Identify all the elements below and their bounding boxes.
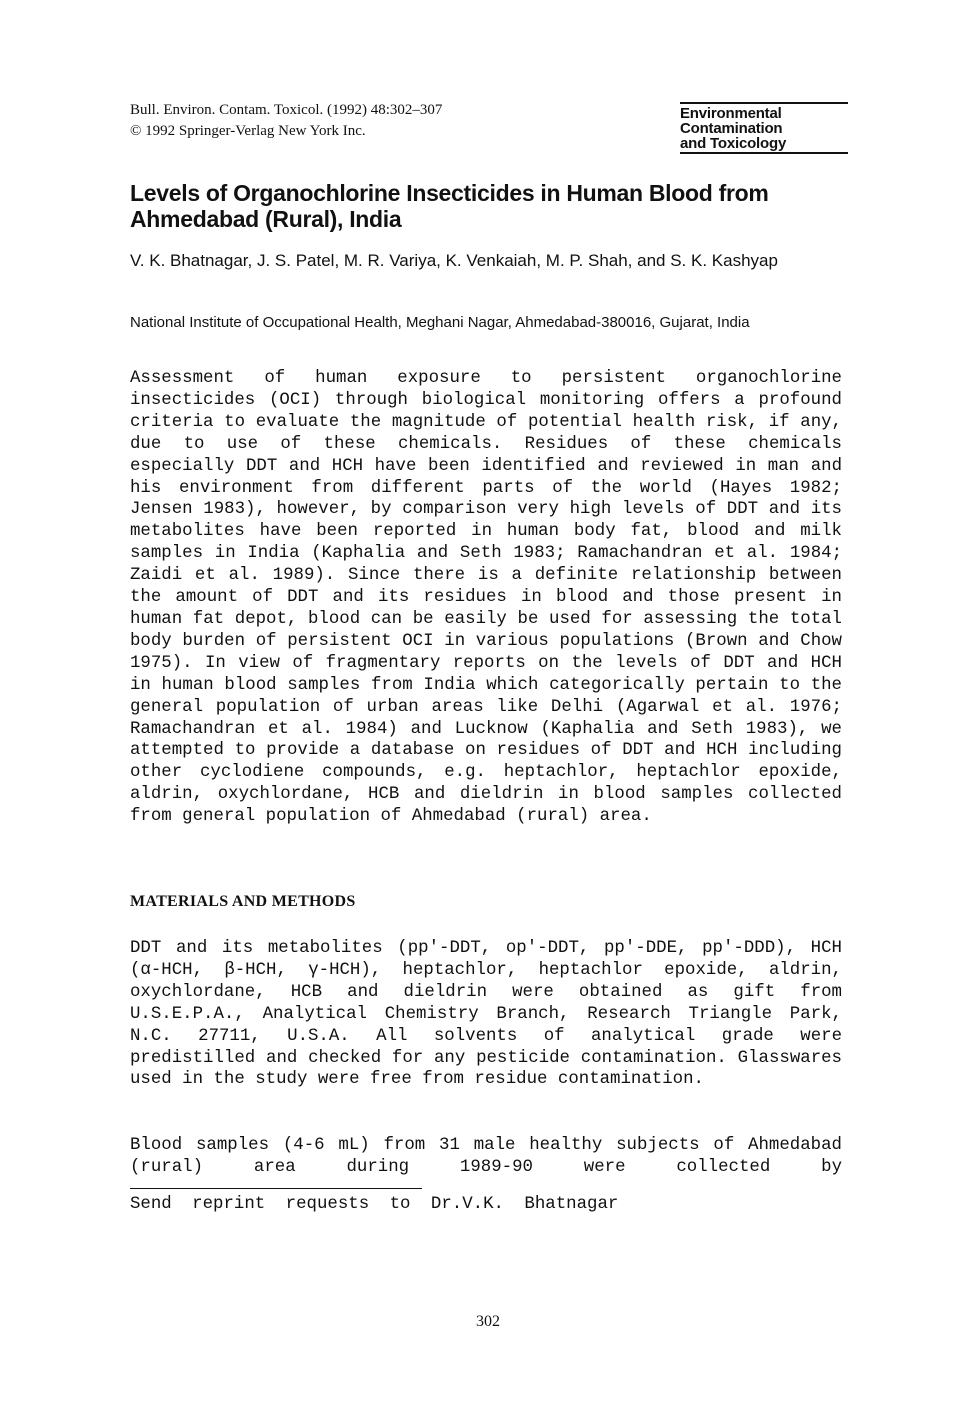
footnote-divider	[130, 1188, 422, 1189]
methods-paragraph-2: Blood samples (4-6 mL) from 31 male healthy subjects of Ahmedabad (rural) area during 1989-90 were collected by	[130, 1136, 842, 1177]
methods-paragraph-1: DDT and its metabolites (pp'-DDT, op'-DDT, pp'-DDE, pp'-DDD), HCH (α-HCH, β-HCH, γ-HCH), heptachlor, heptachlor epoxide, aldrin, oxychlordane, HCB and dieldrin were obtained as gift from U.S.E.P.A., Analytical Chemistry Branch, Research Triangle Park, N.C. 27711, U.S.A. All solvents of analytical grade were predistilled and checked for any pesticide contamination. Glasswares used in the study were free from residue contamination.	[130, 939, 842, 1090]
section-heading-materials-methods: MATERIALS AND METHODS	[130, 893, 356, 910]
author-list: V. K. Bhatnagar, J. S. Patel, M. R. Variya, K. Venkaiah, M. P. Shah, and S. K. Kashyap	[130, 251, 778, 270]
introduction-paragraph: Assessment of human exposure to persistent organochlorine insecticides (OCI) through biological monitoring offers a profound criteria to evaluate the magnitude of potential health risk, if any, due to use of these chemicals. Residues of these chemicals especially DDT and HCH have been identified and reviewed in man and his environment from different parts of the world (Hayes 1982; Jensen 1983), however, by comparison very high levels of DDT and its metabolites have been reported in human body fat, blood and milk samples in India (Kaphalia and Seth 1983; Ramachandran et al. 1984; Zaidi et al. 1989). Since there is a definite relationship between the amount of DDT and its residues in blood and those present in human fat depot, blood can be easily be used for assessing the total body burden of persistent OCI in various populations (Brown and Chow 1975). In view of fragmentary reports on the levels of DDT and HCH in human blood samples from India which categorically pertain to the general population of urban areas like Delhi (Agarwal et al. 1976; Ramachandran et al. 1984) and Lucknow (Kaphalia and Seth 1983), we attempted to provide a database on residues of DDT and HCH including other cyclodiene compounds, e.g. heptachlor, heptachlor epoxide, aldrin, oxychlordane, HCB and dieldrin in blood samples collected from general population of Ahmedabad (rural) area.	[130, 369, 842, 827]
journal-logo-line-1: Environmental	[680, 105, 782, 122]
journal-logo-line-2: Contamination	[680, 120, 783, 137]
reprint-footnote: Send reprint requests to Dr.V.K. Bhatnagar	[130, 1195, 619, 1214]
journal-citation: Bull. Environ. Contam. Toxicol. (1992) 48:302–307	[130, 102, 443, 118]
page-number: 302	[476, 1313, 500, 1330]
article-title: Levels of Organochlorine Insecticides in Human Blood from Ahmedabad (Rural), India	[130, 180, 769, 232]
copyright-notice: © 1992 Springer-Verlag New York Inc.	[130, 123, 366, 139]
journal-logo	[680, 102, 848, 154]
author-affiliation: National Institute of Occupational Health, Meghani Nagar, Ahmedabad-380016, Gujarat, India	[130, 314, 750, 331]
journal-citation-block	[130, 100, 442, 142]
journal-logo-line-3: and Toxicology	[680, 135, 787, 152]
